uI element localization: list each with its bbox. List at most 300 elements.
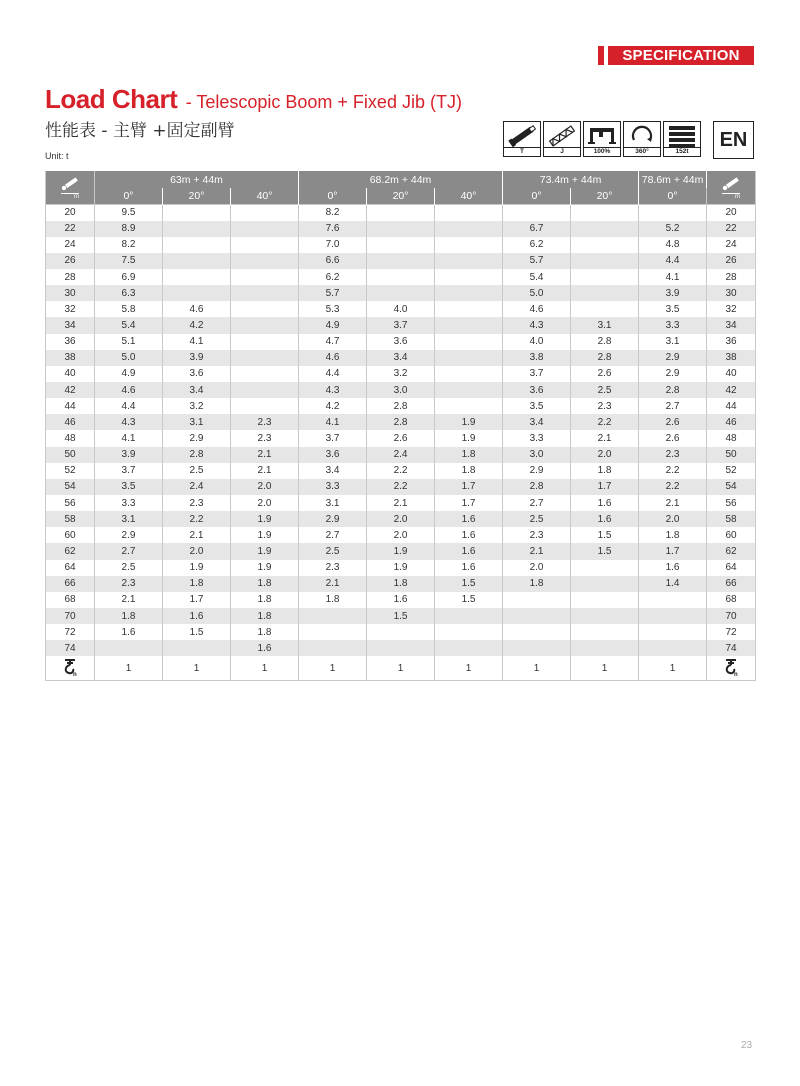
table-row <box>46 608 756 624</box>
capacity-cell <box>367 221 435 237</box>
capacity-cell: 1.9 <box>231 560 299 576</box>
capacity-cell <box>639 624 707 640</box>
capacity-cell: 1.9 <box>231 527 299 543</box>
capacity-cell: 4.6 <box>163 301 231 317</box>
angle-header: 40° <box>231 188 299 205</box>
capacity-cell: 2.9 <box>639 350 707 366</box>
capacity-cell: 3.5 <box>503 398 571 414</box>
capacity-cell <box>367 640 435 656</box>
radius-cell: 64 <box>707 560 756 576</box>
capacity-cell: 1.6 <box>571 495 639 511</box>
capacity-cell: 2.3 <box>571 398 639 414</box>
radius-cell: 50 <box>46 447 95 463</box>
capacity-cell: 1.6 <box>571 511 639 527</box>
falls-label-left <box>46 656 95 681</box>
capacity-cell: 1.7 <box>435 495 503 511</box>
capacity-cell: 2.2 <box>367 463 435 479</box>
capacity-cell: 1.6 <box>435 543 503 559</box>
capacity-cell <box>163 221 231 237</box>
capacity-cell: 2.9 <box>503 463 571 479</box>
capacity-cell: 1.7 <box>571 479 639 495</box>
capacity-cell: 2.2 <box>163 511 231 527</box>
capacity-cell <box>571 576 639 592</box>
radius-cell: 22 <box>707 221 756 237</box>
icon-caption: J <box>544 147 580 156</box>
falls-cell: 1 <box>367 656 435 681</box>
radius-cell: 42 <box>46 382 95 398</box>
icon-caption: 152t <box>664 147 700 156</box>
capacity-cell <box>435 285 503 301</box>
capacity-cell <box>231 366 299 382</box>
capacity-cell: 4.1 <box>95 430 163 446</box>
capacity-cell: 5.0 <box>503 285 571 301</box>
capacity-cell <box>435 269 503 285</box>
radius-cell: 26 <box>46 253 95 269</box>
capacity-cell <box>367 269 435 285</box>
capacity-cell: 2.2 <box>639 463 707 479</box>
capacity-cell: 6.2 <box>299 269 367 285</box>
radius-cell: 62 <box>707 543 756 559</box>
capacity-cell: 2.9 <box>95 527 163 543</box>
radius-cell: 74 <box>707 640 756 656</box>
capacity-cell <box>163 269 231 285</box>
falls-cell: 1 <box>503 656 571 681</box>
table-row <box>46 447 756 463</box>
capacity-cell: 1.6 <box>95 624 163 640</box>
svg-text:n: n <box>734 671 738 676</box>
radius-cell: 56 <box>707 495 756 511</box>
capacity-cell: 4.1 <box>639 269 707 285</box>
icon-caption: 100% <box>584 147 620 156</box>
capacity-cell <box>367 237 435 253</box>
capacity-cell <box>299 624 367 640</box>
capacity-cell: 5.4 <box>95 317 163 333</box>
svg-text:m: m <box>74 194 79 199</box>
capacity-cell: 3.1 <box>639 334 707 350</box>
capacity-cell: 1.9 <box>367 543 435 559</box>
capacity-cell <box>503 592 571 608</box>
radius-cell: 72 <box>46 624 95 640</box>
capacity-cell: 2.3 <box>639 447 707 463</box>
radius-cell: 24 <box>46 237 95 253</box>
telescopic-boom-icon <box>503 121 541 157</box>
capacity-cell: 2.7 <box>639 398 707 414</box>
capacity-cell <box>639 205 707 221</box>
capacity-cell: 8.2 <box>95 237 163 253</box>
capacity-cell: 2.8 <box>571 350 639 366</box>
capacity-cell: 5.1 <box>95 334 163 350</box>
table-row <box>46 221 756 237</box>
jib-icon <box>543 121 581 157</box>
capacity-cell <box>503 624 571 640</box>
capacity-cell <box>95 640 163 656</box>
table-row <box>46 237 756 253</box>
capacity-cell: 7.6 <box>299 221 367 237</box>
capacity-cell <box>435 608 503 624</box>
capacity-cell: 3.4 <box>367 350 435 366</box>
radius-cell: 42 <box>707 382 756 398</box>
capacity-cell: 1.8 <box>571 463 639 479</box>
radius-cell: 46 <box>707 414 756 430</box>
badge-accent-bar <box>598 46 604 65</box>
capacity-cell <box>163 640 231 656</box>
capacity-cell: 1.9 <box>231 543 299 559</box>
radius-icon <box>55 173 85 199</box>
capacity-cell: 5.0 <box>95 350 163 366</box>
counterweight-icon <box>663 121 701 157</box>
angle-header: 20° <box>367 188 435 205</box>
angle-header: 20° <box>571 188 639 205</box>
table-row <box>46 430 756 446</box>
radius-cell: 54 <box>707 479 756 495</box>
capacity-cell: 2.8 <box>367 398 435 414</box>
capacity-cell <box>435 382 503 398</box>
capacity-cell: 3.5 <box>95 479 163 495</box>
table-row <box>46 269 756 285</box>
radius-cell: 56 <box>46 495 95 511</box>
capacity-cell: 2.9 <box>163 430 231 446</box>
capacity-cell: 1.6 <box>231 640 299 656</box>
radius-cell: 40 <box>707 366 756 382</box>
capacity-cell <box>435 624 503 640</box>
capacity-cell: 3.7 <box>503 366 571 382</box>
capacity-cell <box>571 205 639 221</box>
capacity-cell <box>639 592 707 608</box>
table-row <box>46 253 756 269</box>
capacity-cell: 3.3 <box>95 495 163 511</box>
capacity-cell: 2.1 <box>231 447 299 463</box>
radius-cell: 38 <box>707 350 756 366</box>
radius-cell: 46 <box>46 414 95 430</box>
table-row <box>46 334 756 350</box>
angle-header: 40° <box>435 188 503 205</box>
capacity-cell: 3.0 <box>503 447 571 463</box>
group-header: 78.6m + 44m <box>639 171 707 188</box>
capacity-cell: 1.7 <box>163 592 231 608</box>
radius-cell: 52 <box>707 463 756 479</box>
capacity-cell <box>231 285 299 301</box>
capacity-cell: 3.7 <box>367 317 435 333</box>
capacity-cell: 6.7 <box>503 221 571 237</box>
radius-cell: 64 <box>46 560 95 576</box>
capacity-cell: 6.6 <box>299 253 367 269</box>
capacity-cell: 4.1 <box>163 334 231 350</box>
capacity-cell: 2.5 <box>163 463 231 479</box>
table-row <box>46 350 756 366</box>
group-header: 68.2m + 44m <box>299 171 503 188</box>
capacity-cell: 6.2 <box>503 237 571 253</box>
table-row <box>46 543 756 559</box>
falls-label-right <box>707 656 756 681</box>
capacity-cell: 2.0 <box>367 527 435 543</box>
capacity-cell <box>503 608 571 624</box>
capacity-cell <box>571 301 639 317</box>
capacity-cell <box>299 640 367 656</box>
falls-cell: 1 <box>95 656 163 681</box>
radius-cell: 58 <box>46 511 95 527</box>
capacity-cell: 2.0 <box>231 479 299 495</box>
table-row <box>46 205 756 221</box>
capacity-cell: 1.6 <box>435 527 503 543</box>
radius-cell: 26 <box>707 253 756 269</box>
capacity-cell: 2.0 <box>571 447 639 463</box>
icon-caption: 360° <box>624 147 660 156</box>
radius-cell: 50 <box>707 447 756 463</box>
capacity-cell: 1.6 <box>435 560 503 576</box>
capacity-cell: 2.3 <box>231 430 299 446</box>
capacity-cell: 2.4 <box>367 447 435 463</box>
capacity-cell: 1.8 <box>231 608 299 624</box>
capacity-cell <box>571 285 639 301</box>
capacity-cell: 2.8 <box>571 334 639 350</box>
page-number: 23 <box>741 1040 753 1051</box>
capacity-cell <box>163 253 231 269</box>
table-row <box>46 366 756 382</box>
capacity-cell: 1.4 <box>639 576 707 592</box>
radius-cell: 66 <box>707 576 756 592</box>
capacity-cell: 4.1 <box>299 414 367 430</box>
capacity-cell: 3.9 <box>639 285 707 301</box>
angle-header: 20° <box>163 188 231 205</box>
radius-cell: 58 <box>707 511 756 527</box>
capacity-cell: 2.2 <box>639 479 707 495</box>
radius-cell: 62 <box>46 543 95 559</box>
capacity-cell <box>367 205 435 221</box>
capacity-cell <box>367 253 435 269</box>
capacity-cell: 1.8 <box>503 576 571 592</box>
radius-cell: 20 <box>46 205 95 221</box>
capacity-cell: 2.1 <box>503 543 571 559</box>
capacity-cell: 2.2 <box>367 479 435 495</box>
table-row <box>46 511 756 527</box>
capacity-cell: 1.8 <box>163 576 231 592</box>
title-chinese: 性能表 - 主臂 +固定副臂 <box>45 121 235 141</box>
radius-cell: 28 <box>707 269 756 285</box>
capacity-cell: 3.9 <box>95 447 163 463</box>
radius-cell: 30 <box>707 285 756 301</box>
capacity-cell <box>231 269 299 285</box>
capacity-cell: 2.8 <box>639 382 707 398</box>
capacity-cell: 5.4 <box>503 269 571 285</box>
capacity-cell: 2.8 <box>503 479 571 495</box>
capacity-cell <box>435 221 503 237</box>
capacity-cell: 2.8 <box>163 447 231 463</box>
capacity-cell <box>571 592 639 608</box>
radius-cell: 32 <box>46 301 95 317</box>
radius-cell: 34 <box>46 317 95 333</box>
capacity-cell <box>435 301 503 317</box>
capacity-cell <box>231 221 299 237</box>
radius-cell: 66 <box>46 576 95 592</box>
radius-cell: 54 <box>46 479 95 495</box>
capacity-cell: 3.9 <box>163 350 231 366</box>
table-row <box>46 398 756 414</box>
radius-cell: 68 <box>707 592 756 608</box>
radius-cell: 68 <box>46 592 95 608</box>
capacity-cell <box>435 253 503 269</box>
capacity-cell: 2.6 <box>639 414 707 430</box>
capacity-cell: 2.6 <box>571 366 639 382</box>
capacity-cell: 4.0 <box>367 301 435 317</box>
outrigger-icon <box>583 121 621 157</box>
capacity-cell: 4.4 <box>639 253 707 269</box>
capacity-cell: 3.1 <box>95 511 163 527</box>
radius-cell: 22 <box>46 221 95 237</box>
capacity-cell: 4.9 <box>299 317 367 333</box>
capacity-cell: 4.3 <box>299 382 367 398</box>
angle-header: 0° <box>95 188 163 205</box>
capacity-cell: 2.3 <box>503 527 571 543</box>
table-row <box>46 560 756 576</box>
radius-cell: 28 <box>46 269 95 285</box>
table-row <box>46 624 756 640</box>
capacity-cell: 2.0 <box>639 511 707 527</box>
load-chart-table <box>45 171 756 681</box>
capacity-cell: 2.3 <box>299 560 367 576</box>
capacity-cell: 1.5 <box>435 576 503 592</box>
table-row <box>46 495 756 511</box>
capacity-cell: 8.9 <box>95 221 163 237</box>
capacity-cell <box>231 253 299 269</box>
capacity-cell: 2.4 <box>163 479 231 495</box>
table-row <box>46 317 756 333</box>
capacity-cell: 6.3 <box>95 285 163 301</box>
capacity-cell: 2.0 <box>367 511 435 527</box>
capacity-cell: 4.6 <box>503 301 571 317</box>
capacity-cell <box>571 640 639 656</box>
capacity-cell: 4.3 <box>95 414 163 430</box>
capacity-cell: 3.0 <box>367 382 435 398</box>
radius-cell: 74 <box>46 640 95 656</box>
config-icons <box>503 121 703 157</box>
slewing-360-icon <box>623 121 661 157</box>
radius-cell: 70 <box>707 608 756 624</box>
capacity-cell: 3.3 <box>503 430 571 446</box>
capacity-cell: 3.1 <box>163 414 231 430</box>
capacity-cell: 2.3 <box>231 414 299 430</box>
capacity-cell: 1.9 <box>435 414 503 430</box>
capacity-cell: 2.1 <box>367 495 435 511</box>
capacity-cell: 1.5 <box>435 592 503 608</box>
capacity-cell: 4.7 <box>299 334 367 350</box>
capacity-cell: 1.8 <box>367 576 435 592</box>
capacity-cell: 2.1 <box>571 430 639 446</box>
capacity-cell: 2.8 <box>367 414 435 430</box>
capacity-cell: 1.8 <box>231 592 299 608</box>
capacity-cell: 5.2 <box>639 221 707 237</box>
radius-cell: 38 <box>46 350 95 366</box>
capacity-cell: 5.8 <box>95 301 163 317</box>
radius-cell: 60 <box>707 527 756 543</box>
capacity-cell <box>435 350 503 366</box>
capacity-cell: 3.5 <box>639 301 707 317</box>
page-title <box>45 84 462 115</box>
capacity-cell <box>231 382 299 398</box>
capacity-cell: 1.8 <box>95 608 163 624</box>
capacity-cell: 3.6 <box>163 366 231 382</box>
radius-cell: 48 <box>707 430 756 446</box>
capacity-cell: 3.2 <box>163 398 231 414</box>
capacity-cell: 4.2 <box>299 398 367 414</box>
capacity-cell: 1.8 <box>299 592 367 608</box>
capacity-cell: 1.9 <box>231 511 299 527</box>
hook-icon <box>722 658 740 676</box>
hook-icon <box>61 658 79 676</box>
capacity-cell: 2.7 <box>503 495 571 511</box>
capacity-cell <box>571 237 639 253</box>
capacity-cell <box>435 334 503 350</box>
section-label: SPECIFICATION <box>608 46 754 65</box>
capacity-cell: 2.5 <box>95 560 163 576</box>
capacity-cell: 4.4 <box>299 366 367 382</box>
capacity-cell: 3.7 <box>299 430 367 446</box>
capacity-cell: 2.9 <box>299 511 367 527</box>
table-row <box>46 527 756 543</box>
capacity-cell <box>163 285 231 301</box>
capacity-cell <box>503 640 571 656</box>
capacity-cell: 1.5 <box>571 527 639 543</box>
capacity-cell: 1.7 <box>435 479 503 495</box>
table-row <box>46 640 756 656</box>
table-row <box>46 479 756 495</box>
angle-header: 0° <box>639 188 707 205</box>
angle-header: 0° <box>299 188 367 205</box>
capacity-cell: 4.6 <box>95 382 163 398</box>
capacity-cell: 1.8 <box>435 463 503 479</box>
falls-cell: 1 <box>571 656 639 681</box>
capacity-cell: 2.1 <box>231 463 299 479</box>
capacity-cell: 2.6 <box>367 430 435 446</box>
falls-cell: 1 <box>163 656 231 681</box>
capacity-cell: 1.6 <box>163 608 231 624</box>
capacity-cell <box>435 366 503 382</box>
capacity-cell <box>571 608 639 624</box>
capacity-cell: 3.1 <box>571 317 639 333</box>
capacity-cell: 9.5 <box>95 205 163 221</box>
capacity-cell: 2.0 <box>231 495 299 511</box>
capacity-cell: 1.7 <box>639 543 707 559</box>
capacity-cell <box>571 269 639 285</box>
capacity-cell: 1.6 <box>435 511 503 527</box>
capacity-cell: 2.5 <box>503 511 571 527</box>
capacity-cell <box>571 253 639 269</box>
capacity-cell: 3.3 <box>639 317 707 333</box>
radius-cell: 32 <box>707 301 756 317</box>
falls-row <box>46 656 756 681</box>
capacity-cell: 2.5 <box>571 382 639 398</box>
radius-cell: 60 <box>46 527 95 543</box>
capacity-cell: 3.6 <box>503 382 571 398</box>
capacity-cell: 4.6 <box>299 350 367 366</box>
title-sub: - Telescopic Boom + Fixed Jib (TJ) <box>185 92 462 112</box>
capacity-cell: 2.1 <box>299 576 367 592</box>
capacity-cell: 2.2 <box>571 414 639 430</box>
capacity-cell <box>435 237 503 253</box>
falls-cell: 1 <box>231 656 299 681</box>
capacity-cell: 1.6 <box>367 592 435 608</box>
capacity-cell <box>231 301 299 317</box>
capacity-cell: 2.9 <box>639 366 707 382</box>
capacity-cell: 2.3 <box>95 576 163 592</box>
radius-cell: 24 <box>707 237 756 253</box>
capacity-cell: 5.7 <box>503 253 571 269</box>
capacity-cell: 1.5 <box>163 624 231 640</box>
capacity-cell: 7.0 <box>299 237 367 253</box>
capacity-cell: 1.9 <box>163 560 231 576</box>
capacity-cell: 2.6 <box>639 430 707 446</box>
capacity-cell <box>231 334 299 350</box>
capacity-cell: 3.6 <box>367 334 435 350</box>
